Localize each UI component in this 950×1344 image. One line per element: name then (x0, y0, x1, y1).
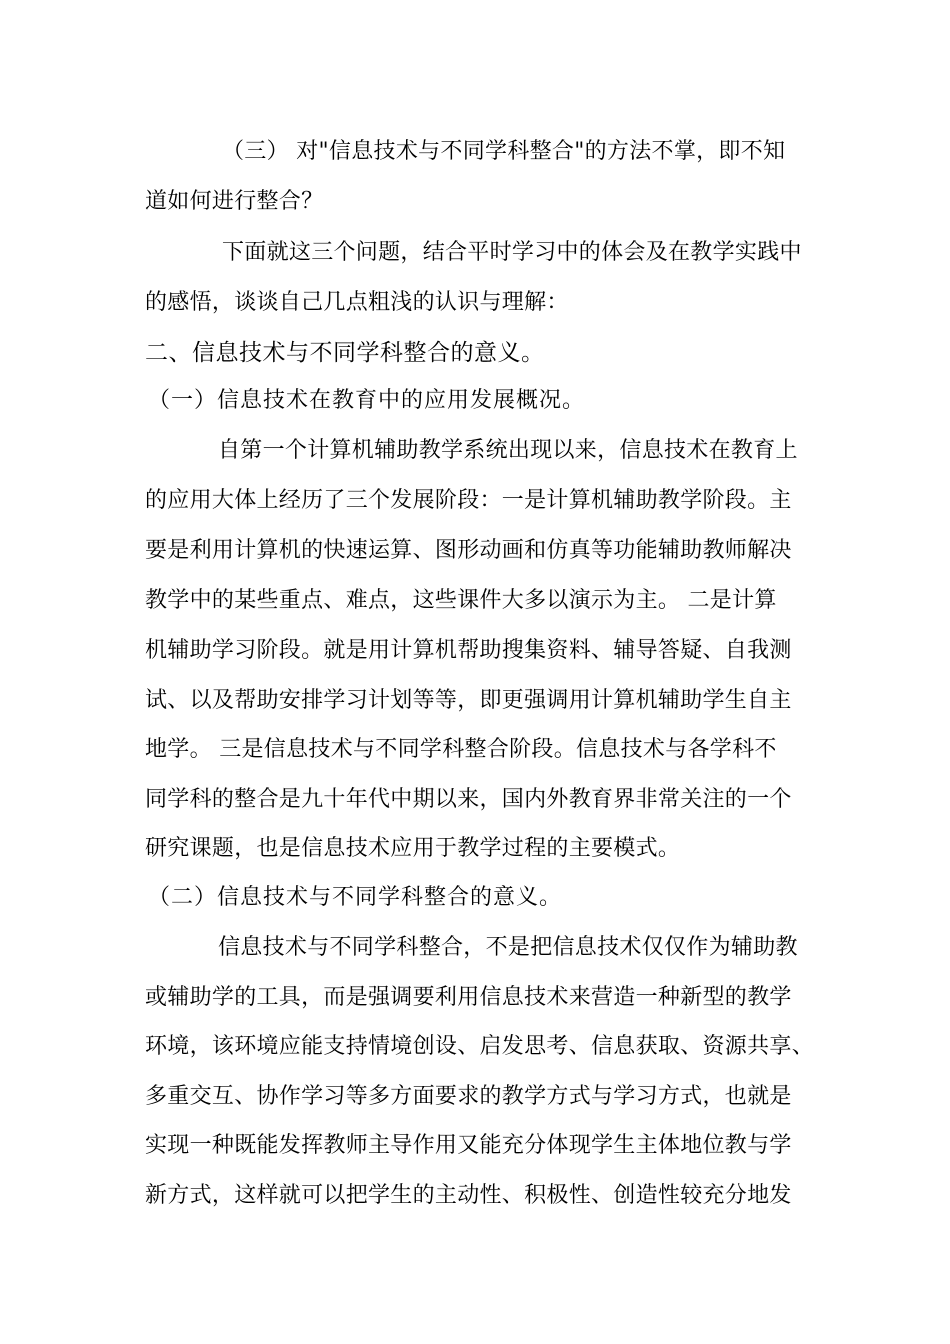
sub1-line-7: 地学。 三是信息技术与不同学科整合阶段。信息技术与各学科不 (145, 737, 777, 762)
item3-line-2: 道如何进行整合？ (145, 189, 324, 214)
subsection-1-heading: （一）信息技术在教育中的应用发展概况。 (148, 388, 586, 413)
sub1-line-2: 的应用大体上经历了三个发展阶段：一是计算机辅助教学阶段。主 (145, 488, 792, 513)
sub2-line-3: 环境，该环境应能支持情境创设、启发思考、信息获取、资源共享、 (145, 1034, 815, 1059)
sub1-line-5: 机辅助学习阶段。就是用计算机帮助搜集资料、辅导答疑、自我测 (145, 638, 792, 663)
sub1-line-8: 同学科的整合是九十年代中期以来，国内外教育界非常关注的一个 (145, 787, 792, 812)
sub1-line-6: 试、以及帮助安排学习计划等等，即更强调用计算机辅助学生自主 (145, 688, 792, 713)
section-2-heading: 二、信息技术与不同学科整合的意义。 (145, 340, 545, 366)
subsection-2-heading: （二）信息技术与不同学科整合的意义。 (148, 885, 563, 910)
sub2-line-6: 新方式，这样就可以把学生的主动性、积极性、创造性较充分地发 (145, 1183, 792, 1208)
item3-line-1: （三） 对"信息技术与不同学科整合"的方法不掌，即不知 (222, 139, 786, 164)
sub1-line-3: 要是利用计算机的快速运算、图形动画和仿真等功能辅助教师解决 (145, 538, 792, 563)
intro-line-2: 的感悟，谈谈自己几点粗浅的认识与理解： (145, 290, 569, 315)
sub1-line-4: 教学中的某些重点、难点，这些课件大多以演示为主。 二是计算 (145, 588, 777, 613)
sub2-line-2: 或辅助学的工具，而是强调要利用信息技术来营造一种新型的教学 (145, 985, 792, 1010)
sub1-line-9: 研究课题，也是信息技术应用于教学过程的主要模式。 (145, 836, 681, 861)
sub2-line-5: 实现一种既能发挥教师主导作用又能充分体现学生主体地位教与学 (145, 1133, 792, 1158)
sub1-line-1: 自第一个计算机辅助教学系统出现以来，信息技术在教育上 (218, 438, 798, 463)
intro-line-1: 下面就这三个问题，结合平时学习中的体会及在教学实践中 (222, 240, 802, 265)
sub2-line-4: 多重交互、协作学习等多方面要求的教学方式与学习方式，也就是 (145, 1084, 792, 1109)
sub2-line-1: 信息技术与不同学科整合，不是把信息技术仅仅作为辅助教 (218, 935, 798, 960)
